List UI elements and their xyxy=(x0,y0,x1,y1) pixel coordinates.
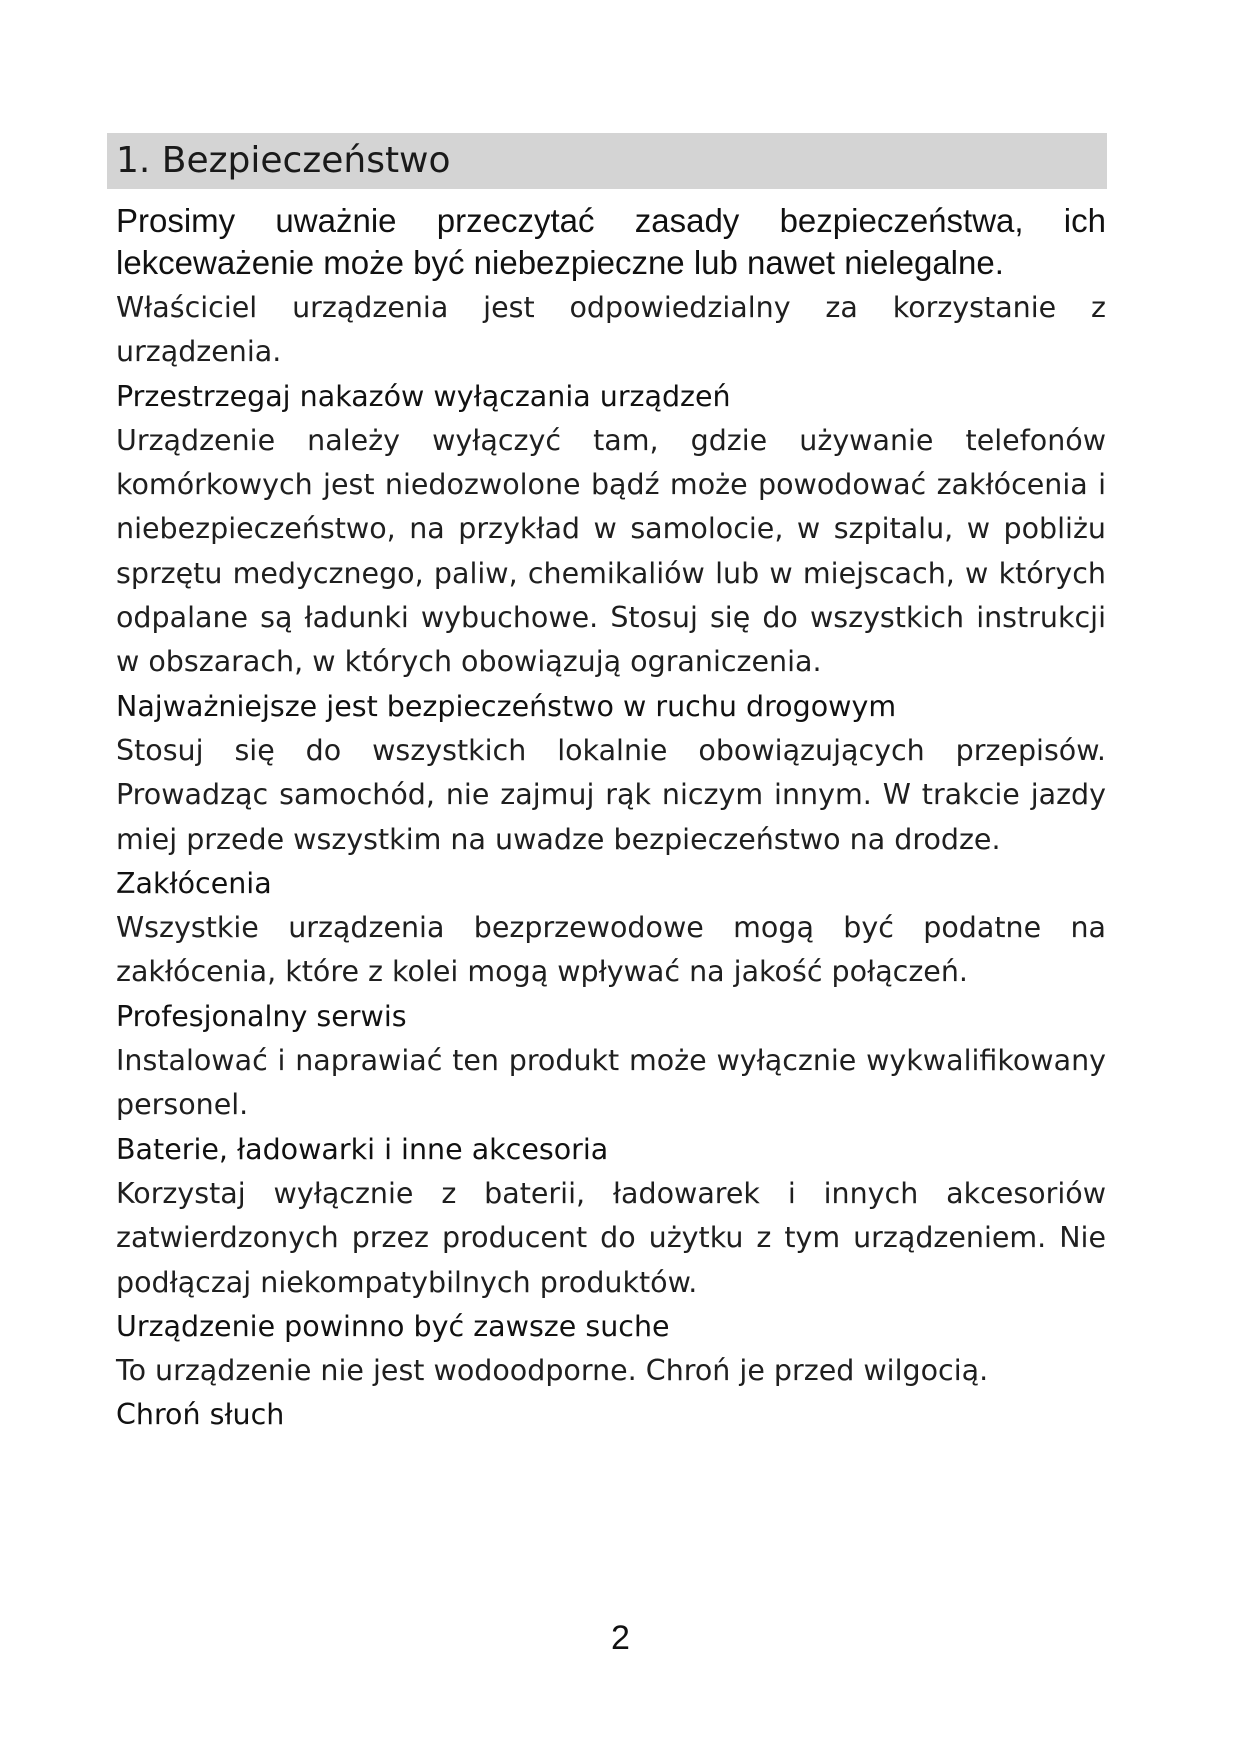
section-header xyxy=(107,133,1107,189)
document-body xyxy=(116,200,1106,1438)
section-title: 1. Bezpieczeństwo xyxy=(116,140,451,181)
paragraph-switch-off: Urządzenie należy wyłączyć tam, gdzie używanie telefonów komórkowych jest niedozwolone bądź może powodować zakłócenia i niebezpieczeństwo, na przykład w samolocie, w szpitalu, w pobliżu sprzętu medycznego, paliw, chemikaliów lub w miejscach, w których odpalane są ładunki wybuchowe. Stosuj się do wszystkich instrukcji w obszarach, w których obowiązują ograniczenia. xyxy=(116,423,1106,679)
paragraph-road-safety: Stosuj się do wszystkich lokalnie obowiązujących przepisów. Prowadząc samochód, nie zajmuj rąk niczym innym. W trakcie jazdy miej przede wszystkim na uwadze bezpieczeństwo na drodze. xyxy=(116,733,1106,856)
subheading-service: Profesjonalny serwis xyxy=(116,999,407,1033)
subheading-keep-dry: Urządzenie powinno być zawsze suche xyxy=(116,1309,670,1343)
paragraph-service: Instalować i naprawiać ten produkt może wyłącznie wykwalifikowany personel. xyxy=(116,1044,1106,1122)
safety-intro: Prosimy uważnie przeczytać zasady bezpieczeństwa, ich lekceważenie może być niebezpieczne lub nawet nielegalne. xyxy=(116,202,1106,281)
subheading-hearing: Chroń słuch xyxy=(116,1398,285,1432)
subheading-switch-off: Przestrzegaj nakazów wyłączania urządzeń xyxy=(116,379,731,413)
subheading-road-safety: Najważniejsze jest bezpieczeństwo w ruchu drogowym xyxy=(116,689,897,723)
paragraph-owner-responsibility: Właściciel urządzenia jest odpowiedzialny za korzystanie z urządzenia. xyxy=(116,291,1106,369)
page-number: 2 xyxy=(611,1619,630,1657)
paragraph-keep-dry: To urządzenie nie jest wodoodporne. Chroń je przed wilgocią. xyxy=(116,1354,989,1388)
subheading-interference: Zakłócenia xyxy=(116,866,272,900)
paragraph-interference: Wszystkie urządzenia bezprzewodowe mogą być podatne na zakłócenia, które z kolei mogą wpływać na jakość połączeń. xyxy=(116,911,1106,989)
subheading-accessories: Baterie, ładowarki i inne akcesoria xyxy=(116,1132,609,1166)
paragraph-accessories: Korzystaj wyłącznie z baterii, ładowarek i innych akcesoriów zatwierdzonych przez producent do użytku z tym urządzeniem. Nie podłączaj niekompatybilnych produktów. xyxy=(116,1176,1106,1299)
